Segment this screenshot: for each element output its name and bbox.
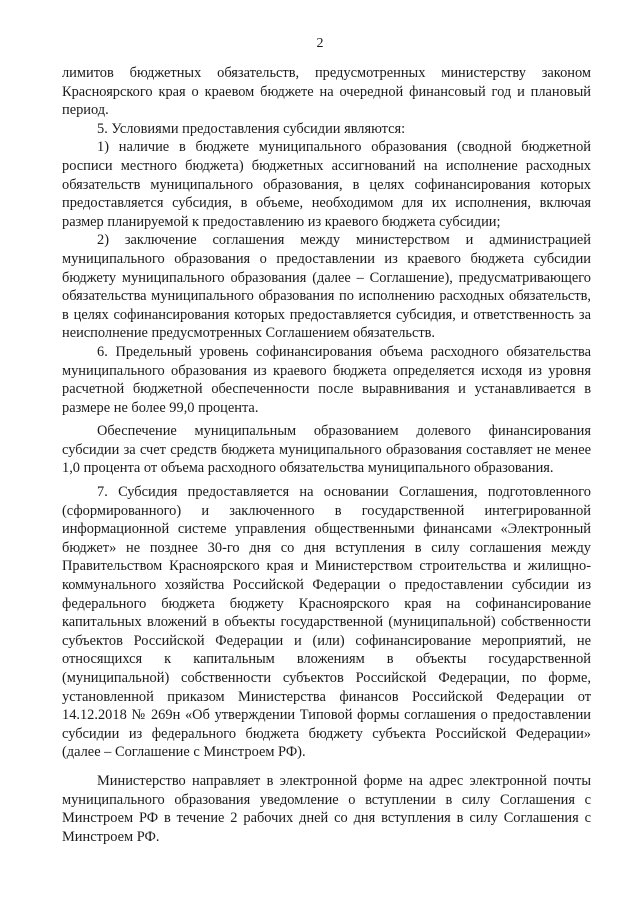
paragraph-item-5: 5. Условиями предоставления субсидии являются: xyxy=(97,120,406,137)
paragraph-cofinancing: Обеспечение муниципальным образованием долевого финансирования субсидии за счет средств бюджета муниципального образования составляет не менее 1,0 процента от объема расходного обязательства муниципального образования. xyxy=(62,423,591,477)
document-body xyxy=(62,64,591,846)
page-number: 2 xyxy=(316,36,324,51)
paragraph-notification: Министерство направляет в электронной форме на адрес электронной почты муниципального образования уведомление о вступлении в силу Соглашения с Минстроем РФ в течение 2 рабочих дней со дня вступления в силу Соглашения с Минстроем РФ. xyxy=(62,772,591,845)
paragraph-continuation: лимитов бюджетных обязательств, предусмотренных министерству законом Красноярского края о краевом бюджете на очередной финансовый год и плановый период. xyxy=(62,65,591,119)
paragraph-item-7: 7. Субсидия предоставляется на основании Соглашения, подготовленного (сформированного) и заключенного в государственной интегрированной информационной системе управления общественными финансами «Электронный бюджет» не позднее 30-го дня со дня вступления в силу соглашения между Правительством Красноярского края и Министерством строительства и жилищно-коммунального хозяйства Российской Федерации о предоставлении субсидии из федерального бюджета бюджету Красноярского края на софинансирование капитальных вложений в объекты государственной (муниципальной) собственности субъектов Российской Федерации и (или) софинансирование мероприятий, не относящихся к капитальным вложениям в объекты государственной (муниципальной) собственности субъектов Российской Федерации, по форме, установленной приказом Министерства финансов Российской Федерации от 14.12.2018 № 269н «Об утверждении Типовой формы соглашения о предоставлении субсидии из федерального бюджета бюджету субъекта Российской Федерации» (далее – Соглашение с Минстроем РФ). xyxy=(62,484,591,761)
paragraph-item-6: 6. Предельный уровень софинансирования объема расходного обязательства муниципального образования из краевого бюджета определяется исходя из уровня расчетной бюджетной обеспеченности после выравнивания и устанавливается в размере не более 99,0 процента. xyxy=(62,343,591,416)
paragraph-subitem-2: 2) заключение соглашения между министерством и администрацией муниципального образования о предоставлении из краевого бюджета субсидии бюджету муниципального образования (далее – Соглашение), предусматривающего обязательства муниципального образования по исполнению расходных обязательств, в целях софинансирования которых предоставляется субсидия, и ответственность за неисполнение предусмотренных Соглашением обязательств. xyxy=(62,232,591,342)
paragraph-subitem-1: 1) наличие в бюджете муниципального образования (сводной бюджетной росписи местного бюджета) бюджетных ассигнований на исполнение расходных обязательств муниципального образования, в целях софинансирования которых предоставляется субсидия, в объеме, необходимом для их исполнения, включая размер планируемой к предоставлению из краевого бюджета субсидии; xyxy=(62,139,591,230)
